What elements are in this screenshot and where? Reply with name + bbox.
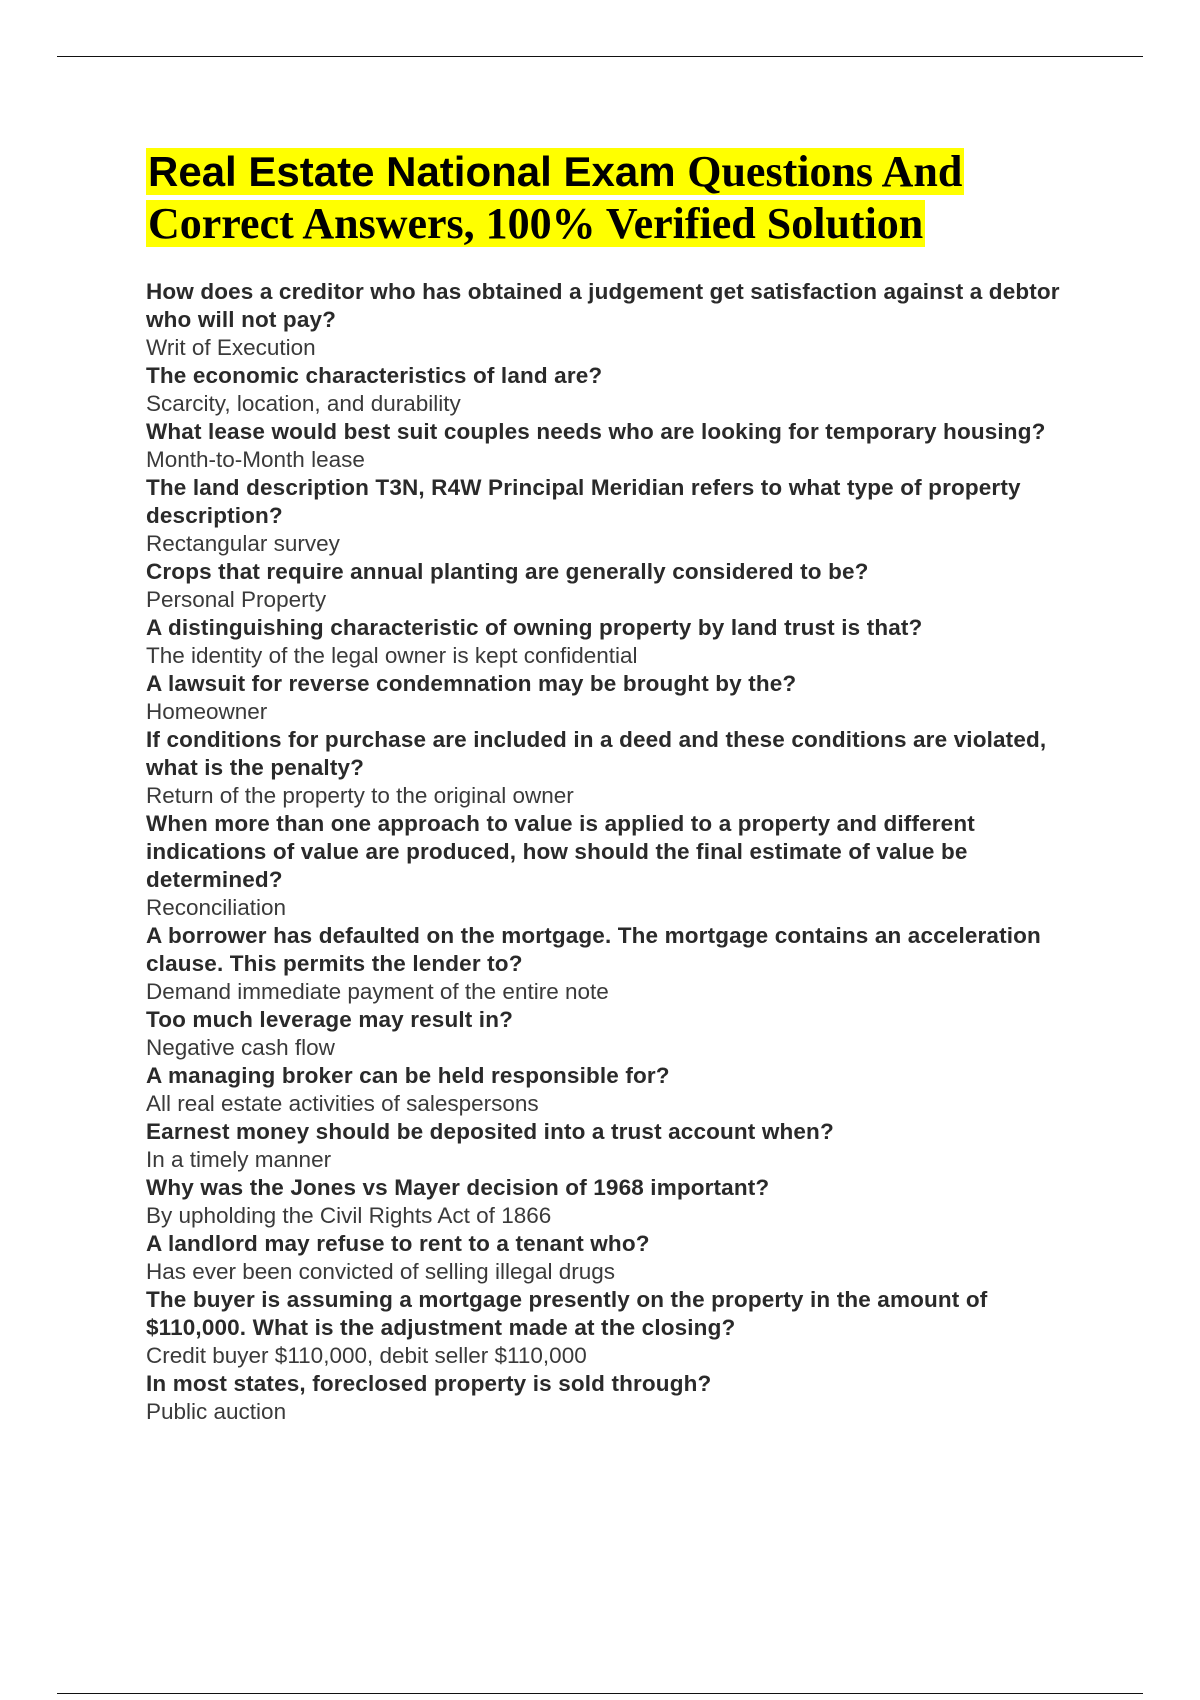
answer: Public auction — [146, 1399, 287, 1424]
qa-item — [146, 1174, 1086, 1230]
question: Crops that require annual planting are generally considered to be? — [146, 559, 869, 584]
question: The economic characteristics of land are? — [146, 363, 603, 388]
answer: Scarcity, location, and durability — [146, 391, 461, 416]
qa-item — [146, 1006, 1086, 1062]
answer: In a timely manner — [146, 1147, 332, 1172]
question: When more than one approach to value is applied to a property and different indications of value are produced, how should the final estimate of value be determined? — [146, 811, 975, 892]
answer: Has ever been convicted of selling illegal drugs — [146, 1259, 616, 1284]
question: Why was the Jones vs Mayer decision of 1968 important? — [146, 1175, 770, 1200]
qa-item — [146, 278, 1086, 362]
question: How does a creditor who has obtained a judgement get satisfaction against a debtor who will not pay? — [146, 279, 1060, 332]
question: If conditions for purchase are included in a deed and these conditions are violated, what is the penalty? — [146, 727, 1047, 780]
question: A borrower has defaulted on the mortgage. The mortgage contains an acceleration clause. This permits the lender to? — [146, 923, 1041, 976]
qa-item — [146, 474, 1086, 558]
answer: All real estate activities of salespersons — [146, 1091, 539, 1116]
answer: Credit buyer $110,000, debit seller $110,000 — [146, 1343, 587, 1368]
answer: Negative cash flow — [146, 1035, 335, 1060]
qa-item — [146, 670, 1086, 726]
answer: Personal Property — [146, 587, 327, 612]
answer: Reconciliation — [146, 895, 287, 920]
answer: Month-to-Month lease — [146, 447, 365, 472]
answer: By upholding the Civil Rights Act of 1866 — [146, 1203, 552, 1228]
qa-item — [146, 922, 1086, 1006]
qa-item — [146, 614, 1086, 670]
question: The buyer is assuming a mortgage presently on the property in the amount of $110,000. What is the adjustment made at the closing? — [146, 1287, 988, 1340]
qa-list — [146, 278, 1086, 1426]
qa-item — [146, 418, 1086, 474]
question: A managing broker can be held responsible for? — [146, 1063, 670, 1088]
qa-item — [146, 726, 1086, 810]
question: The land description T3N, R4W Principal Meridian refers to what type of property description? — [146, 475, 1021, 528]
answer: Homeowner — [146, 699, 268, 724]
question: What lease would best suit couples needs who are looking for temporary housing? — [146, 419, 1046, 444]
qa-item — [146, 1286, 1086, 1370]
question: Too much leverage may result in? — [146, 1007, 513, 1032]
answer: Return of the property to the original owner — [146, 783, 574, 808]
title-sans-part: Real Estate National Exam — [148, 148, 676, 195]
top-rule — [57, 56, 1143, 57]
qa-item — [146, 1370, 1086, 1426]
qa-item — [146, 1118, 1086, 1174]
document-title — [146, 146, 1086, 250]
question: A lawsuit for reverse condemnation may be brought by the? — [146, 671, 797, 696]
answer: Writ of Execution — [146, 335, 316, 360]
title-serif-part: Questions And Correct Answers, 100% Verified Solution — [148, 147, 963, 248]
qa-item — [146, 1230, 1086, 1286]
question: In most states, foreclosed property is sold through? — [146, 1371, 712, 1396]
bottom-rule — [57, 1693, 1143, 1694]
page-content — [146, 146, 1086, 1426]
answer: Rectangular survey — [146, 531, 340, 556]
qa-item — [146, 558, 1086, 614]
qa-item — [146, 810, 1086, 922]
answer: Demand immediate payment of the entire note — [146, 979, 609, 1004]
qa-item — [146, 362, 1086, 418]
question: Earnest money should be deposited into a trust account when? — [146, 1119, 834, 1144]
question: A distinguishing characteristic of owning property by land trust is that? — [146, 615, 923, 640]
question: A landlord may refuse to rent to a tenant who? — [146, 1231, 650, 1256]
qa-item — [146, 1062, 1086, 1118]
answer: The identity of the legal owner is kept confidential — [146, 643, 638, 668]
